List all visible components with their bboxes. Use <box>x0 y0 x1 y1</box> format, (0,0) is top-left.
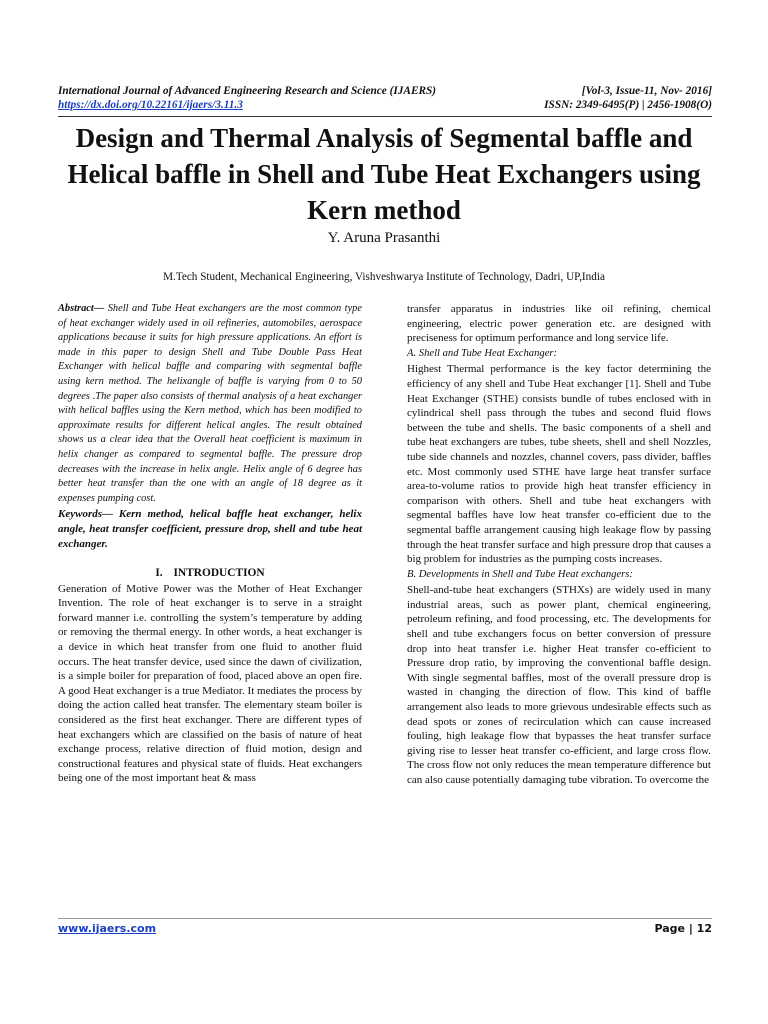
journal-header <box>58 84 712 112</box>
page-number: Page | 12 <box>654 922 712 935</box>
left-column <box>58 302 362 786</box>
header-divider <box>58 116 712 117</box>
abstract <box>58 302 362 506</box>
intro-paragraph: Generation of Motive Power was the Mother of Heat Exchanger Invention. The role of heat exchanger is to serve in a straight forward manner i.e. controlling the system’s temperature by adding or removing the thermal energy. In other words, a heat exchanger is a device in which heat transfer from one fluid to another fluid occurs. The heat transfer device, used since the dawn of civilization, is a simple boiler for preparation of food, placed above an open fire. A good Heat exchanger is a true Mediator. It mediates the process by doing the action called heat transfer. The elementary steam boiler is considered as the first heat exchanger. There are different types of heat exchangers which are classified on the basis of nature of heat exchange process, relative direction of fluid motion, design and constructional features and physical state of fluids. Heat exchangers being one of the most important heat & mass <box>58 582 362 785</box>
volume-info: [Vol-3, Issue-11, Nov- 2016] <box>581 85 712 97</box>
intro-paragraph-continued: transfer apparatus in industries like oil refining, chemical engineering, electric power generation etc. are designed with preciseness for optimum performance and long service life. <box>407 303 711 345</box>
footer-divider <box>58 918 712 919</box>
journal-name: International Journal of Advanced Engineering Research and Science (IJAERS) <box>58 85 437 97</box>
right-column <box>407 302 711 788</box>
paper-title: Design and Thermal Analysis of Segmental baffle and Helical baffle in Shell and Tube Heat Exchangers using Kern method <box>67 123 701 225</box>
section-a-text: Highest Thermal performance is the key factor determining the efficiency of any shell and Tube Heat exchanger [1]. Shell and Tube Heat Exchanger (STHE) consists bundle of tubes enclosed with in cylindrical shell pass through the tubes and second fluid flows between the tube and shells. The basic components of a shell and tube heat exchangers are tubes, tube sheets, shell and shell Nozzles, tube side channels and nozzles, channel covers, pass divider, baffles etc. Most commonly used STHE have large heat transfer surface area-to-volume ratios to provide high heat transfer efficiency in comparison with others. Shell and tube heat exchangers with segmental baffles have low heat transfer co-efficient due to the segmental baffle arrangement causing high leakage flow by passing through the heat transfer surface and high pressure drop that causes a big problem for industries as the pumping costs increases. <box>407 363 711 566</box>
issn-info: ISSN: 2349-6495(P) | 2456-1908(O) <box>544 99 712 111</box>
abstract-text: Shell and Tube Heat exchangers are the most common type of heat exchanger widely used in oil refineries, automobiles, aerospace applications because it suits for high pressure applications. An effort is made in this paper to design Shell and Tube Double Pass Heat Exchanger with helical baffle and comparing with segmental baffle using kern method. The helixangle of baffle is varying from 0 to 50 degrees .The paper also consists of thermal analysis of a heat exchanger with helical baffles using the Kern method, which has been modified to approximate results for different helical angles. The result obtained shows us a clear idea that the Overall heat coefficient is maximum in helix changer as compared to segmental baffle. The pressure drop decreases with the increase in helix angle. Helix angle of 6 degree has better heat transfer than the one with an angle of 18 degree as it expenses pumping cost. <box>58 303 362 504</box>
page-footer <box>58 922 712 935</box>
author-affiliation: M.Tech Student, Mechanical Engineering, Vishveshwarya Institute of Technology, Dadri, UP,India <box>163 271 605 283</box>
intro-heading: I. INTRODUCTION <box>155 567 265 580</box>
keywords: Keywords— Kern method, helical baffle heat exchanger, helix angle, heat transfer coefficient, pressure drop, shell and tube heat exchanger. <box>58 508 362 550</box>
website-link[interactable]: www.ijaers.com <box>58 922 157 935</box>
section-b-text: Shell-and-tube heat exchangers (STHXs) are widely used in many industrial areas, such as power plant, chemical engineering, petroleum refining, and food processing, etc. The developments for shell and tube exchangers focus on better conversion of pressure drop into heat transfer i.e. higher Heat transfer co-efficient to Pressure drop ratio, by improving the conventional baffle design. With single segmental baffles, most of the overall pressure drop is wasted in changing the direction of flow. This kind of baffle arrangement also leads to more grievous undesirable effects such as dead spots or zones of recirculation which can cause increased fouling, high leakage flow that bypasses the heat transfer surface giving rise to lesser heat transfer co-efficient, and large cross flow. The cross flow not only reduces the mean temperature difference but can also cause potentially damaging tube vibration. To overcome the <box>407 584 711 786</box>
section-b-heading: B. Developments in Shell and Tube Heat exchangers: <box>407 568 633 580</box>
section-a-heading: A. Shell and Tube Heat Exchanger: <box>407 347 558 359</box>
abstract-lead: Abstract— <box>58 303 105 314</box>
paper-author: Y. Aruna Prasanthi <box>327 230 441 246</box>
doi-link[interactable]: https://dx.doi.org/10.22161/ijaers/3.11.3 <box>58 99 243 111</box>
